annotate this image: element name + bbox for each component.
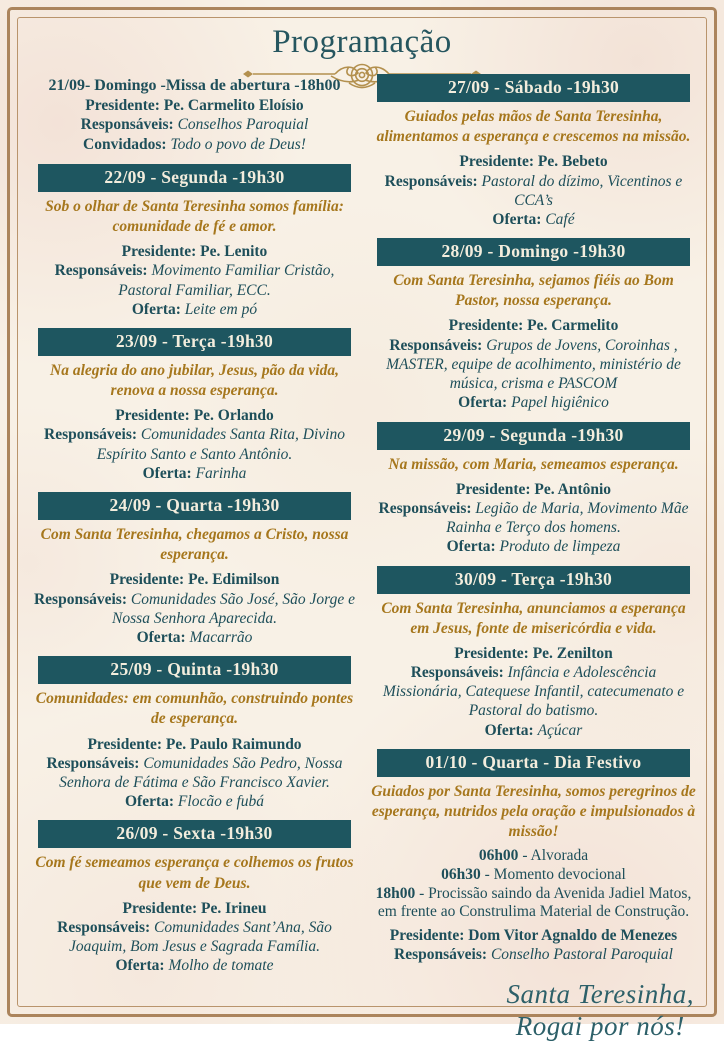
right-column (371, 74, 696, 1042)
detail-value: Todo o povo de Deus! (170, 135, 306, 153)
event-theme: Com Santa Teresinha, sejamos fiéis ao Bom Pastor, nossa esperança. (393, 272, 674, 310)
event-block (32, 164, 357, 319)
event-date-banner: 25/09 - Quinta -19h30 (38, 656, 351, 684)
detail-row (32, 918, 357, 956)
detail-label: Oferta: (115, 957, 165, 975)
schedule-desc: - Alvorada (522, 847, 589, 865)
event-block (371, 74, 696, 229)
detail-row (32, 135, 357, 154)
detail-row (32, 425, 357, 463)
event-theme: Com Santa Teresinha, anunciamos a esperança em Jesus, fonte de misericórdia e vida. (381, 599, 686, 637)
opening-rows (32, 96, 357, 154)
event-theme: Na alegria do ano jubilar, Jesus, pão da vida, renova a nossa esperança. (50, 361, 339, 400)
event-block (371, 749, 696, 964)
detail-label: Presidente: (85, 97, 160, 115)
detail-value: Pe. Irineu (201, 899, 267, 917)
detail-value: Pe. Lenito (200, 243, 268, 261)
event-block (32, 820, 357, 975)
detail-row (32, 590, 357, 628)
program-columns (32, 74, 696, 1042)
detail-value: Dom Vitor Agnaldo de Menezes (468, 926, 678, 944)
event-block (371, 422, 696, 557)
detail-row (32, 115, 357, 134)
detail-value: Açúcar (537, 721, 583, 739)
opening-title: 21/09- Domingo -Missa de abertura -18h00 (48, 77, 341, 94)
detail-value: Pe. Carmelito (527, 317, 619, 335)
detail-row (371, 480, 696, 499)
detail-value: Leite em pó (184, 300, 258, 318)
detail-row (32, 956, 357, 975)
event-block (32, 492, 357, 647)
detail-value: Conselho Pastoral Paroquial (490, 945, 673, 963)
event-date-banner: 01/10 - Quarta - Dia Festivo (377, 749, 690, 777)
detail-row (32, 735, 357, 754)
event-schedule (371, 847, 696, 921)
detail-label: Oferta: (136, 629, 186, 647)
event-theme: Com fé semeamos esperança e colhemos os frutos que vem de Deus. (35, 854, 354, 892)
schedule-desc: - Procissão saindo da Avenida Jadiel Matos, em frente ao Construlima Material de Construção. (377, 884, 692, 921)
detail-label: Responsáveis: (57, 918, 151, 936)
detail-value: Infância e Adolescência Missionária, Catequese Infantil, catecumenato e Pastoral do batismo. (382, 664, 685, 720)
detail-value: Produto de limpeza (499, 538, 621, 556)
detail-row (371, 926, 696, 945)
detail-label: Presidente: (389, 926, 465, 944)
event-block (371, 566, 696, 740)
detail-value: Grupos de Jovens, Coroinhas , MASTER, equipe de acolhimento, ministério de música, crisma e PASCOM (386, 336, 681, 393)
detail-value: Comunidades Santa Rita, Divino Espírito Santo e Santo Antônio. (96, 426, 345, 463)
detail-value: Pe. Paulo Raimundo (165, 735, 302, 753)
detail-label: Responsáveis: (389, 336, 483, 354)
right-events (371, 74, 696, 964)
closing-prayer-line1: Santa Teresinha, (506, 979, 694, 1010)
event-rows (32, 242, 357, 319)
left-column (32, 74, 357, 1010)
detail-label: Oferta: (458, 394, 508, 412)
detail-label: Oferta: (492, 210, 542, 228)
detail-row (32, 261, 357, 299)
detail-row (371, 152, 696, 171)
schedule-line (371, 866, 696, 885)
event-block (371, 238, 696, 412)
detail-value: Flocão e fubá (177, 793, 265, 811)
detail-row (32, 464, 357, 483)
schedule-time: 06h00 (478, 847, 519, 865)
detail-label: Presidente: (122, 899, 198, 917)
left-events (32, 164, 357, 976)
closing-prayer-line2: Rogai por nós! (515, 1011, 685, 1042)
detail-value: Conselhos Paroquial (177, 116, 309, 134)
detail-row (371, 721, 696, 740)
detail-label: Responsáveis: (384, 172, 478, 190)
detail-label: Presidente: (454, 644, 529, 662)
event-date-banner: 24/09 - Quarta -19h30 (38, 492, 351, 520)
schedule-desc: - Momento devocional (484, 865, 626, 883)
detail-row (371, 393, 696, 412)
event-theme: Com Santa Teresinha, chegamos a Cristo, nossa esperança. (40, 526, 349, 564)
detail-value: Legião de Maria, Movimento Mãe Rainha e Terço dos homens. (446, 499, 689, 537)
detail-row (371, 210, 696, 229)
event-rows (32, 570, 357, 647)
detail-label: Oferta: (484, 721, 534, 739)
detail-row (32, 242, 357, 261)
detail-value: Papel higiênico (511, 394, 609, 412)
detail-label: Presidente: (448, 317, 524, 335)
closing-prayer (506, 979, 694, 1043)
opening-mass-block (32, 76, 357, 154)
event-date-banner: 23/09 - Terça -19h30 (38, 328, 351, 356)
event-date-banner: 30/09 - Terça -19h30 (377, 566, 690, 594)
event-rows (371, 316, 696, 412)
detail-label: Responsáveis: (378, 499, 472, 517)
detail-label: Presidente: (109, 571, 185, 589)
event-date-banner: 26/09 - Sexta -19h30 (38, 820, 351, 848)
detail-row (32, 628, 357, 647)
detail-value: Macarrão (189, 629, 253, 647)
event-theme: Sob o olhar de Santa Teresinha somos família: comunidade de fé e amor. (45, 197, 344, 235)
event-theme: Na missão, com Maria, semeamos esperança. (388, 455, 679, 473)
detail-label: Oferta: (446, 538, 496, 556)
event-theme: Comunidades: em comunhão, construindo pontes de esperança. (35, 690, 354, 728)
detail-value: Pe. Bebeto (537, 153, 608, 171)
event-date-banner: 29/09 - Segunda -19h30 (377, 422, 690, 450)
detail-value: Comunidades Sant’Ana, São Joaquim, Bom Jesus e Sagrada Família. (69, 918, 332, 956)
detail-value: Pe. Zenilton (532, 644, 613, 662)
event-rows (371, 152, 696, 229)
detail-value: Comunidades São Pedro, Nossa Senhora de Fátima e São Francisco Xavier. (59, 754, 343, 791)
detail-row (32, 570, 357, 589)
detail-row (371, 644, 696, 663)
schedule-time: 18h00 (375, 884, 416, 902)
detail-label: Oferta: (124, 793, 175, 811)
detail-label: Responsáveis: (80, 116, 174, 134)
detail-label: Presidente: (455, 480, 531, 498)
detail-row (32, 96, 357, 115)
detail-label: Responsáveis: (46, 754, 140, 772)
detail-label: Responsáveis: (33, 590, 127, 608)
event-date-banner: 27/09 - Sábado -19h30 (377, 74, 690, 102)
detail-value: Pastoral do dízimo, Vicentinos e CCA’s (481, 172, 683, 209)
detail-row (371, 537, 696, 556)
detail-row (371, 945, 696, 964)
event-block (32, 656, 357, 811)
schedule-line (371, 847, 696, 866)
event-block (32, 328, 357, 483)
detail-label: Convidados: (83, 135, 167, 153)
event-date-banner: 22/09 - Segunda -19h30 (38, 164, 351, 192)
event-rows (32, 899, 357, 976)
detail-row (371, 663, 696, 721)
detail-label: Responsáveis: (44, 426, 138, 444)
detail-label: Oferta: (142, 464, 192, 482)
detail-value: Farinha (195, 464, 247, 482)
event-date-banner: 28/09 - Domingo -19h30 (377, 238, 690, 266)
event-rows (371, 644, 696, 740)
event-rows (371, 480, 696, 557)
detail-row (32, 300, 357, 319)
detail-row (371, 316, 696, 335)
event-theme: Guiados por Santa Teresinha, somos peregrinos de esperança, nutridos pela oração e impulsionados à missão! (371, 782, 696, 841)
detail-value: Pe. Carmelito Eloísio (163, 97, 304, 115)
detail-value: Pe. Antônio (534, 480, 612, 498)
page-title: Programação (272, 24, 452, 60)
detail-row (32, 754, 357, 792)
detail-label: Responsáveis: (394, 945, 488, 963)
event-rows (32, 406, 357, 483)
detail-row (371, 499, 696, 537)
detail-value: Pe. Orlando (193, 407, 274, 425)
event-rows (32, 735, 357, 812)
detail-row (371, 336, 696, 394)
detail-row (32, 792, 357, 811)
detail-label: Presidente: (115, 407, 190, 425)
schedule-line (371, 885, 696, 922)
detail-value: Movimento Familiar Cristão, Pastoral Familiar, ECC. (118, 262, 335, 299)
detail-value: Café (545, 210, 575, 228)
detail-label: Presidente: (459, 153, 534, 171)
detail-row (32, 899, 357, 918)
detail-label: Responsáveis: (54, 262, 148, 280)
detail-label: Presidente: (87, 735, 163, 753)
detail-label: Presidente: (121, 243, 197, 261)
detail-row (32, 406, 357, 425)
event-rows (371, 926, 696, 964)
detail-value: Molho de tomate (168, 957, 274, 975)
detail-value: Pe. Edimilson (188, 571, 280, 589)
detail-value: Comunidades São José, São Jorge e Nossa Senhora Aparecida. (112, 590, 356, 627)
detail-label: Oferta: (131, 300, 181, 318)
detail-label: Responsáveis: (410, 664, 504, 682)
event-theme: Guiados pelas mãos de Santa Teresinha, alimentamos a esperança e crescemos na missão. (376, 108, 691, 146)
detail-row (371, 172, 696, 210)
schedule-time: 06h30 (441, 865, 481, 883)
